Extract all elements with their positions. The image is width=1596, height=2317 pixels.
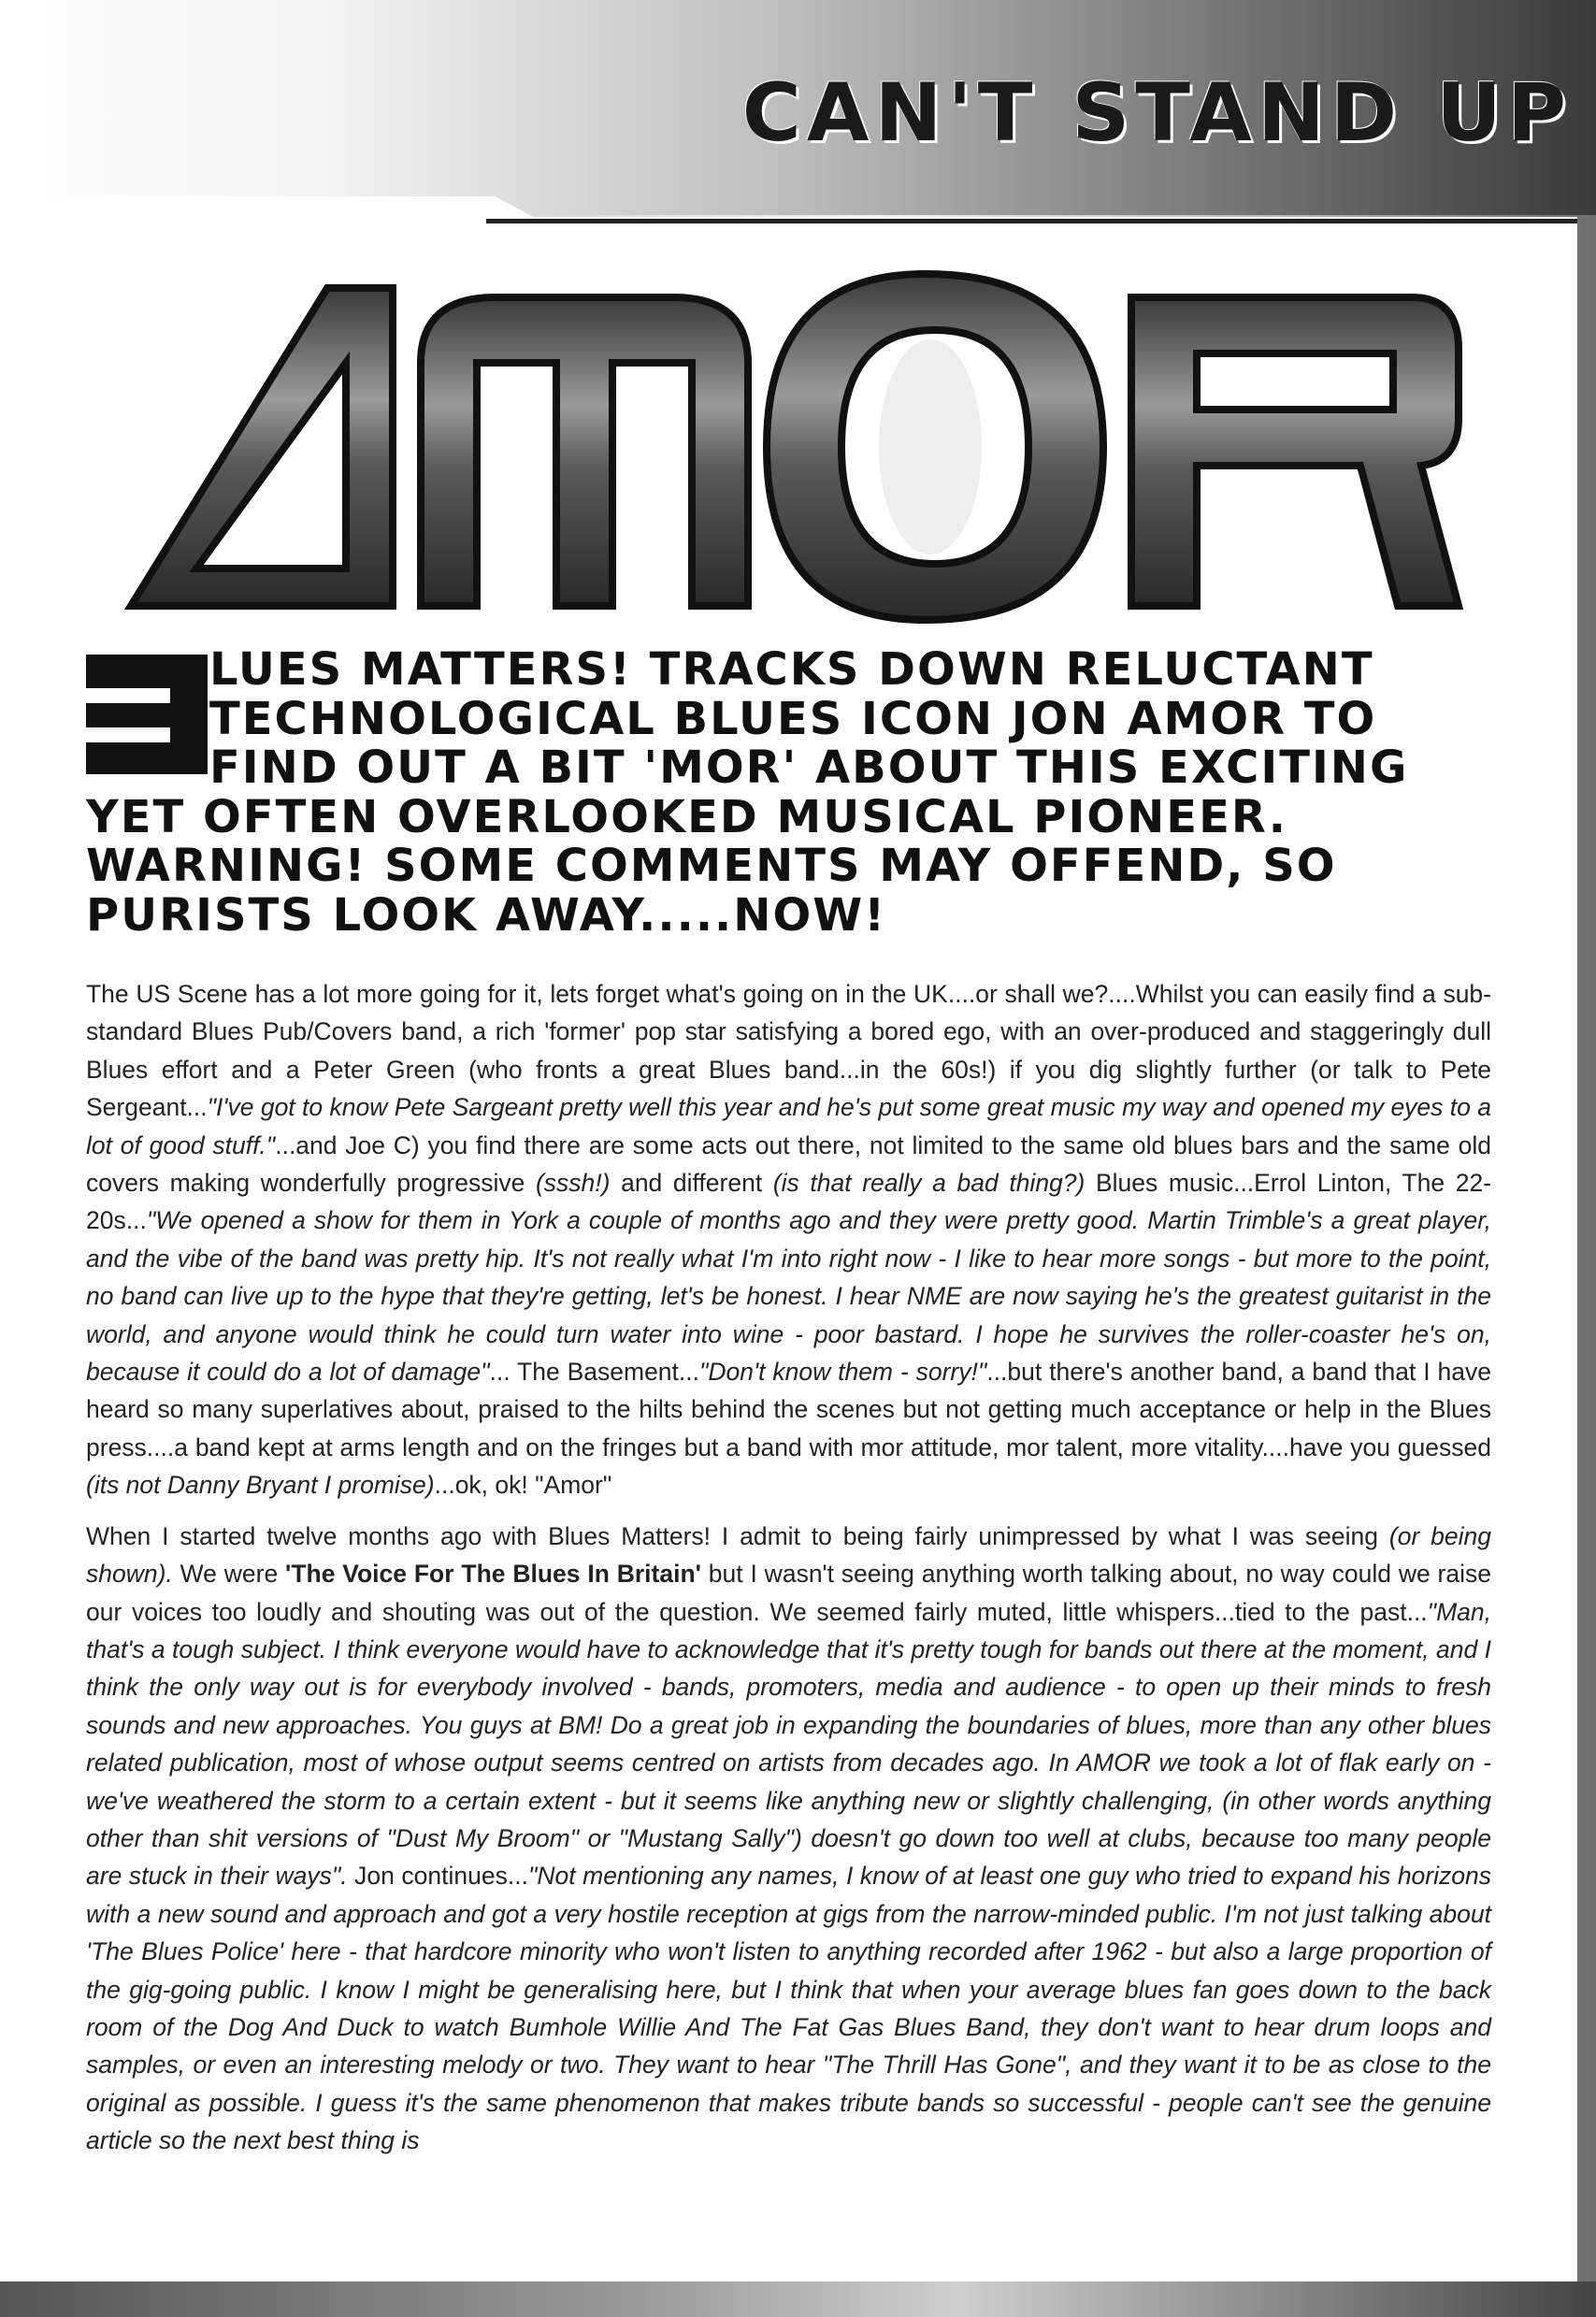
text-run: The US Scene has a lot more going for it, lets forget what's going on in the UK....or shall we?....Whilst you can easily find a sub-standard Blues Pub/Covers band, a rich 'former' pop star satisfying a bored ego, with an over-produced and staggeringly dull Blues effort and a Peter Green (who fronts a great Blues band...in the 60s!) if you dig slightly further (or talk to Pete Sergeant... [86, 980, 1491, 1122]
text-run: We were [172, 1560, 286, 1589]
text-run: "Don't know them - sorry!" [699, 1358, 987, 1387]
text-run: (its not Danny Bryant I promise) [86, 1471, 435, 1500]
logo-letter-r [1131, 297, 1459, 606]
text-run: ...but there's another band, a band that I have heard so many superlatives about, praised to the hilts behind the scenes but not getting much acceptance or help in the Blues press....a band kept at arms length and on the fringes but a band with mor attitude, mor talent, more vitality....have you guessed [86, 1358, 1491, 1461]
footer-band [0, 2281, 1596, 2317]
text-run: (sssh!) [535, 1169, 611, 1198]
logo-letter-a [131, 288, 393, 606]
intro-line: WARNING! SOME COMMENTS MAY OFFEND, SO [86, 840, 1337, 892]
text-run: and different [610, 1169, 773, 1198]
article-paragraph-2 [86, 1518, 1491, 2160]
text-run: "We opened a show for them in York a couple of months ago and they were pretty good. Martin Trimble's a great player, and the vibe of the band was pretty hip. It's not really what I'm into right now - I like to hear more songs - but more to the point, no band can live up to the hype that they're getting, let's be honest. I hear NME are now saying he's the greatest guitarist in the world, and anyone would think he could turn water into wine - poor bastard. I hope he survives the roller-coaster he's on, because it could do a lot of damage" [86, 1206, 1491, 1387]
intro-line: TECHNOLOGICAL BLUES ICON JON AMOR TO [209, 692, 1377, 745]
intro-standfirst [86, 645, 1470, 940]
text-run: ...ok, ok! "Amor" [434, 1471, 612, 1500]
text-run: ...and Joe C) you find there are some acts out there, not limited to the same old blues bars and the same old covers making wonderfully progressive [86, 1130, 1492, 1198]
intro-line: PURISTS LOOK AWAY.....NOW! [86, 888, 887, 942]
text-run: but I wasn't seeing anything worth talking about, no way could we raise our voices too loudly and shouting was out of the question. We seemed fairly muted, little whispers...tied to the past... [86, 1560, 1491, 1626]
intro-line: YET OFTEN OVERLOOKED MUSICAL PIONEER. [86, 790, 1287, 843]
text-run: "I've got to know Pete Sargeant pretty well this year and he's put some great music my way and opened my eyes to a lot of good stuff." [86, 1093, 1491, 1159]
article-paragraph-1 [86, 975, 1491, 1504]
text-run: When I started twelve months ago with Blues Matters! I admit to being fairly unimpressed by what I was seeing [86, 1521, 1389, 1550]
logo-letter-m [421, 297, 748, 606]
text-run: "Man, that's a tough subject. I think everyone would have to acknowledge that it's pretty tough for bands out there at the moment, and I think the only way out is for everybody involved - bands, promoters, media and audience - to open up their minds to fresh sounds and new approaches. You guys at BM! Do a great job in expanding the boundaries of blues, more than any other blues related publication, most of whose output seems centred on artists from decades ago. In AMOR we took a lot of flak early on - we've weathered the storm to a certain extent - but it seems like anything new or slightly challenging, (in other words anything other than shit versions of "Dust My Broom" or "Mustang Sally") doesn't go down too well at clubs, because too many people are stuck in their ways". [86, 1597, 1491, 1891]
text-run: 'The Voice For The Blues In Britain' [285, 1560, 701, 1589]
text-run: "Not mentioning any names, I know of at least one guy who tried to expand his horizons with a new sound and approach and got a very hostile reception at gigs from the narrow-minded public. I'm not just talking about 'The Blues Police' here - that hardcore minority who won't listen to anything recorded after 1962 - but also a large proportion of the gig-going public. I know I might be generalising here, but I think that when your average blues fan goes down to the back room of the Dog And Duck to watch Bumhole Willie And The Fat Gas Blues Band, they don't want to hear drum loops and samples, or even an interesting melody or two. They want to hear "The Thrill Has Gone", and they want it to be as close to the original as possible. I guess it's the same phenomenon that makes tribute bands so successful - people can't see the genuine article so the next best thing is [86, 1862, 1491, 2155]
text-run: ... The Basement... [489, 1358, 699, 1387]
panel-divider [486, 194, 1577, 223]
amor-logo [112, 260, 1477, 634]
intro-line: LUES MATTERS! TRACKS DOWN RELUCTANT [209, 643, 1374, 696]
article-body [86, 975, 1491, 2173]
text-run: Jon continues... [347, 1862, 528, 1891]
text-run: (or being shown). [86, 1521, 1491, 1589]
intro-line: FIND OUT A BIT 'MOR' ABOUT THIS EXCITING [209, 741, 1409, 794]
text-run: (is that really a bad thing?) [772, 1169, 1086, 1198]
section-title: CAN'T STAND UP [741, 66, 1572, 160]
text-run: Blues music...Errol Linton, The 22-20s... [86, 1169, 1492, 1235]
